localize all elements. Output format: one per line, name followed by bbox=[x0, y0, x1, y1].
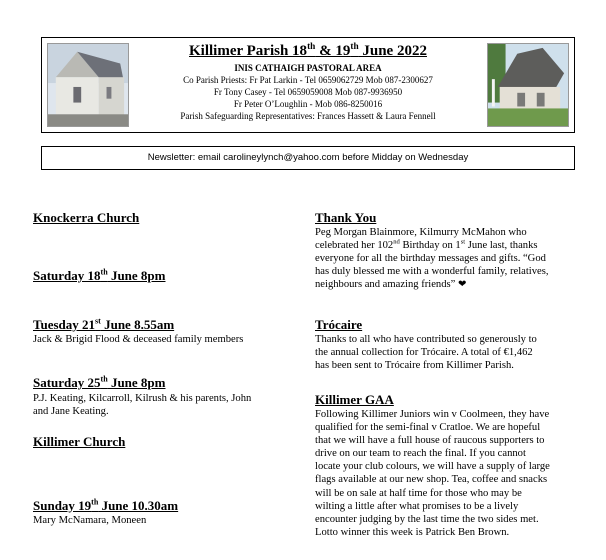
thank-you-heading: Thank You bbox=[315, 210, 377, 225]
sunday-19-intention: Mary McNamara, Moneen bbox=[33, 515, 147, 526]
contact-line: Fr Peter O’Loughlin - Mob 086-8250016 bbox=[233, 99, 383, 109]
header-text-block bbox=[134, 42, 482, 122]
contact-line: Co Parish Priests: Fr Pat Larkin - Tel 0659062729 Mob 087-2300627 bbox=[183, 75, 433, 85]
heart-icon: ❤ bbox=[457, 279, 467, 291]
newsletter-notice: Newsletter: email carolineylynch@yahoo.com before Midday on Wednesday bbox=[41, 146, 575, 170]
sunday-19-heading: Sunday 19th June 10.30am bbox=[33, 497, 179, 513]
saturday-25-heading: Saturday 25th June 8pm bbox=[33, 374, 166, 390]
killimer-gaa-body: Following Killimer Juniors win v Coolmeen, they have qualified for the semi-final v Cratloe. We are hopeful that we will have a full house of raucous supporters to drive on our team to reach the final. If you cannot locate your club colours, we will have a supply of large flags available at our new shop. Tea, coffee and snacks will be on sale at half time for those who may be wilting a little after what promises to be a lively encounter judging by the last time the two sides met. Lotto winner this week is Patrick Ben Brown. bbox=[315, 409, 550, 538]
parish-title: Killimer Parish 18th & 19th June 2022 bbox=[189, 42, 427, 59]
thank-you-body: Peg Morgan Blainmore, Kilmurry McMahon who celebrated her 102nd Birthday on 1st June last, thanks everyone for all the birthday messages and gifts. “God has duly blessed me with a wonderful family, relatives, neighbours and amazing friends” ❤ bbox=[315, 227, 549, 291]
saturday-25-intention: P.J. Keating, Kilcarroll, Kilrush & his parents, John and Jane Keating. bbox=[33, 393, 252, 418]
saturday-18-heading: Saturday 18th June 8pm bbox=[33, 267, 166, 283]
contact-line: Fr Tony Casey - Tel 0659059008 Mob 087-9936950 bbox=[213, 87, 403, 97]
knockerra-church-photo bbox=[47, 43, 129, 127]
killimer-church-heading: Killimer Church bbox=[33, 434, 126, 449]
safeguarding-line: Parish Safeguarding Representatives: Frances Hassett & Laura Fennell bbox=[180, 111, 436, 121]
newsletter-header bbox=[41, 37, 575, 133]
tuesday-21-intention: Jack & Brigid Flood & deceased family members bbox=[33, 334, 244, 345]
trocaire-heading: Trócaire bbox=[315, 317, 363, 332]
killimer-church-photo bbox=[487, 43, 569, 127]
pastoral-area-title: INIS CATHAIGH PASTORAL AREA bbox=[234, 63, 382, 73]
tuesday-21-heading: Tuesday 21st June 8.55am bbox=[33, 316, 175, 332]
knockerra-church-heading: Knockerra Church bbox=[33, 210, 140, 225]
killimer-gaa-heading: Killimer GAA bbox=[315, 392, 394, 407]
trocaire-body: Thanks to all who have contributed so generously to the annual collection for Trócaire. A total of €1,462 has been sent to Trócaire from Killimer Parish. bbox=[315, 334, 537, 372]
